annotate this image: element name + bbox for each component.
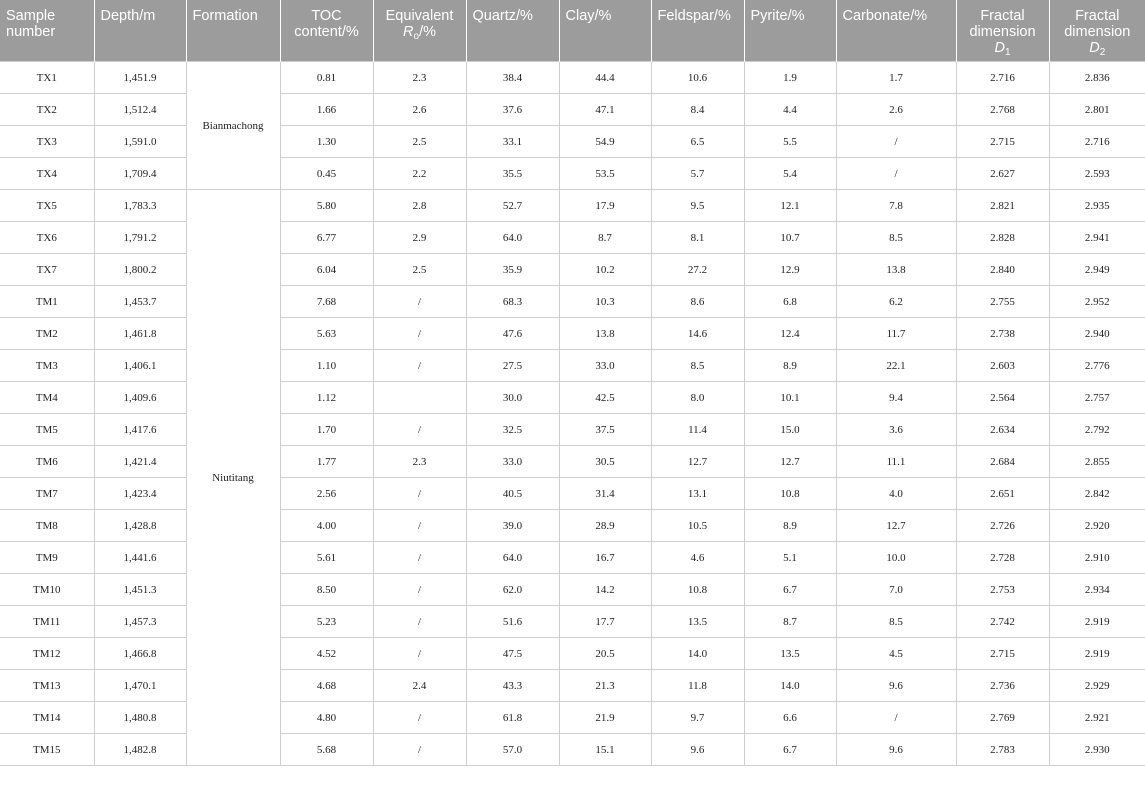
cell-toc-content: 8.50 (280, 574, 373, 606)
cell-pyrite: 8.9 (744, 510, 836, 542)
cell-fractal-d1: 2.783 (956, 734, 1049, 766)
cell-carbonate: 13.8 (836, 254, 956, 286)
table-row (0, 446, 1145, 478)
cell-carbonate: 4.0 (836, 478, 956, 510)
cell-clay: 54.9 (559, 126, 651, 158)
cell-fractal-d1: 2.828 (956, 222, 1049, 254)
cell-feldspar: 10.8 (651, 574, 744, 606)
table-row (0, 510, 1145, 542)
cell-pyrite: 5.4 (744, 158, 836, 190)
cell-sample-number: TX3 (0, 126, 94, 158)
cell-fractal-d2: 2.919 (1049, 638, 1145, 670)
cell-toc-content: 5.23 (280, 606, 373, 638)
cell-fractal-d1: 2.726 (956, 510, 1049, 542)
cell-quartz: 68.3 (466, 286, 559, 318)
cell-equivalent-ro: 2.3 (373, 446, 466, 478)
cell-fractal-d1: 2.627 (956, 158, 1049, 190)
cell-sample-number: TX1 (0, 62, 94, 94)
header-equivalent-ro: Equivalent $R_o/\%$ (373, 0, 466, 62)
cell-carbonate: 11.1 (836, 446, 956, 478)
cell-feldspar: 8.5 (651, 350, 744, 382)
table-row (0, 62, 1145, 94)
cell-carbonate: 8.5 (836, 222, 956, 254)
header-pyrite: Pyrite/% (744, 0, 836, 62)
cell-carbonate: 9.6 (836, 670, 956, 702)
cell-toc-content: 1.12 (280, 382, 373, 414)
cell-equivalent-ro: 2.5 (373, 126, 466, 158)
header-depth: Depth/m (94, 0, 186, 62)
table-row (0, 158, 1145, 190)
cell-pyrite: 6.8 (744, 286, 836, 318)
cell-feldspar: 13.5 (651, 606, 744, 638)
cell-toc-content: 4.80 (280, 702, 373, 734)
cell-carbonate: 10.0 (836, 542, 956, 574)
cell-depth: 1,409.6 (94, 382, 186, 414)
header-feldspar: Feldspar/% (651, 0, 744, 62)
cell-equivalent-ro: / (373, 574, 466, 606)
cell-quartz: 35.5 (466, 158, 559, 190)
cell-toc-content: 4.68 (280, 670, 373, 702)
cell-carbonate: 8.5 (836, 606, 956, 638)
cell-carbonate: 2.6 (836, 94, 956, 126)
cell-feldspar: 8.4 (651, 94, 744, 126)
cell-feldspar: 14.6 (651, 318, 744, 350)
table-row (0, 734, 1145, 766)
cell-quartz: 37.6 (466, 94, 559, 126)
cell-sample-number: TM8 (0, 510, 94, 542)
cell-fractal-d2: 2.842 (1049, 478, 1145, 510)
cell-depth: 1,421.4 (94, 446, 186, 478)
cell-fractal-d1: 2.736 (956, 670, 1049, 702)
cell-sample-number: TM3 (0, 350, 94, 382)
cell-equivalent-ro: 2.9 (373, 222, 466, 254)
cell-feldspar: 4.6 (651, 542, 744, 574)
cell-equivalent-ro: / (373, 478, 466, 510)
cell-toc-content: 5.80 (280, 190, 373, 222)
cell-fractal-d1: 2.769 (956, 702, 1049, 734)
cell-carbonate: / (836, 126, 956, 158)
cell-pyrite: 14.0 (744, 670, 836, 702)
cell-quartz: 43.3 (466, 670, 559, 702)
cell-pyrite: 6.6 (744, 702, 836, 734)
cell-pyrite: 5.5 (744, 126, 836, 158)
cell-pyrite: 4.4 (744, 94, 836, 126)
cell-sample-number: TM14 (0, 702, 94, 734)
cell-pyrite: 12.4 (744, 318, 836, 350)
cell-fractal-d2: 2.792 (1049, 414, 1145, 446)
cell-sample-number: TM15 (0, 734, 94, 766)
cell-depth: 1,709.4 (94, 158, 186, 190)
cell-depth: 1,512.4 (94, 94, 186, 126)
cell-feldspar: 9.6 (651, 734, 744, 766)
cell-feldspar: 9.7 (651, 702, 744, 734)
cell-carbonate: 1.7 (836, 62, 956, 94)
cell-fractal-d2: 2.593 (1049, 158, 1145, 190)
cell-feldspar: 8.6 (651, 286, 744, 318)
cell-depth: 1,457.3 (94, 606, 186, 638)
cell-sample-number: TM6 (0, 446, 94, 478)
cell-quartz: 33.0 (466, 446, 559, 478)
cell-sample-number: TX7 (0, 254, 94, 286)
cell-fractal-d2: 2.776 (1049, 350, 1145, 382)
cell-depth: 1,466.8 (94, 638, 186, 670)
cell-toc-content: 0.81 (280, 62, 373, 94)
table-row (0, 190, 1145, 222)
cell-sample-number: TM13 (0, 670, 94, 702)
cell-depth: 1,428.8 (94, 510, 186, 542)
cell-quartz: 39.0 (466, 510, 559, 542)
table-row (0, 382, 1145, 414)
cell-sample-number: TM9 (0, 542, 94, 574)
table-row (0, 254, 1145, 286)
cell-sample-number: TM11 (0, 606, 94, 638)
cell-clay: 13.8 (559, 318, 651, 350)
cell-sample-number: TX4 (0, 158, 94, 190)
cell-carbonate: 6.2 (836, 286, 956, 318)
cell-carbonate: 22.1 (836, 350, 956, 382)
cell-quartz: 33.1 (466, 126, 559, 158)
cell-clay: 53.5 (559, 158, 651, 190)
cell-fractal-d2: 2.801 (1049, 94, 1145, 126)
cell-pyrite: 10.7 (744, 222, 836, 254)
cell-feldspar: 9.5 (651, 190, 744, 222)
cell-fractal-d2: 2.910 (1049, 542, 1145, 574)
cell-equivalent-ro: 2.8 (373, 190, 466, 222)
cell-fractal-d1: 2.716 (956, 62, 1049, 94)
cell-depth: 1,451.3 (94, 574, 186, 606)
cell-formation: Niutitang (186, 190, 280, 766)
cell-toc-content: 1.70 (280, 414, 373, 446)
cell-clay: 16.7 (559, 542, 651, 574)
cell-quartz: 30.0 (466, 382, 559, 414)
cell-pyrite: 10.8 (744, 478, 836, 510)
cell-sample-number: TX5 (0, 190, 94, 222)
cell-depth: 1,783.3 (94, 190, 186, 222)
cell-quartz: 62.0 (466, 574, 559, 606)
cell-equivalent-ro (373, 382, 466, 414)
table-row (0, 350, 1145, 382)
cell-toc-content: 7.68 (280, 286, 373, 318)
cell-fractal-d1: 2.715 (956, 126, 1049, 158)
table-row (0, 94, 1145, 126)
cell-clay: 8.7 (559, 222, 651, 254)
cell-quartz: 57.0 (466, 734, 559, 766)
table-row (0, 606, 1145, 638)
cell-feldspar: 5.7 (651, 158, 744, 190)
cell-carbonate: 9.6 (836, 734, 956, 766)
cell-fractal-d2: 2.929 (1049, 670, 1145, 702)
cell-equivalent-ro: / (373, 510, 466, 542)
cell-equivalent-ro: 2.3 (373, 62, 466, 94)
cell-clay: 42.5 (559, 382, 651, 414)
cell-equivalent-ro: / (373, 638, 466, 670)
cell-fractal-d2: 2.940 (1049, 318, 1145, 350)
cell-toc-content: 1.10 (280, 350, 373, 382)
cell-clay: 14.2 (559, 574, 651, 606)
cell-clay: 37.5 (559, 414, 651, 446)
cell-equivalent-ro: / (373, 414, 466, 446)
cell-toc-content: 5.61 (280, 542, 373, 574)
cell-clay: 31.4 (559, 478, 651, 510)
cell-depth: 1,791.2 (94, 222, 186, 254)
cell-fractal-d1: 2.742 (956, 606, 1049, 638)
header-fractal-d2: Fractal dimension $D_2$ (1049, 0, 1145, 62)
cell-feldspar: 11.8 (651, 670, 744, 702)
cell-quartz: 40.5 (466, 478, 559, 510)
cell-clay: 33.0 (559, 350, 651, 382)
header-clay: Clay/% (559, 0, 651, 62)
cell-fractal-d1: 2.634 (956, 414, 1049, 446)
cell-toc-content: 4.00 (280, 510, 373, 542)
cell-fractal-d1: 2.768 (956, 94, 1049, 126)
cell-equivalent-ro: / (373, 702, 466, 734)
cell-sample-number: TM10 (0, 574, 94, 606)
cell-equivalent-ro: / (373, 350, 466, 382)
cell-fractal-d1: 2.715 (956, 638, 1049, 670)
header-toc-content: TOC content/% (280, 0, 373, 62)
cell-fractal-d1: 2.821 (956, 190, 1049, 222)
cell-fractal-d2: 2.757 (1049, 382, 1145, 414)
cell-fractal-d2: 2.934 (1049, 574, 1145, 606)
cell-depth: 1,406.1 (94, 350, 186, 382)
cell-toc-content: 2.56 (280, 478, 373, 510)
cell-sample-number: TM4 (0, 382, 94, 414)
cell-equivalent-ro: / (373, 318, 466, 350)
cell-equivalent-ro: / (373, 542, 466, 574)
cell-pyrite: 5.1 (744, 542, 836, 574)
cell-sample-number: TX6 (0, 222, 94, 254)
cell-pyrite: 12.7 (744, 446, 836, 478)
cell-sample-number: TM2 (0, 318, 94, 350)
cell-quartz: 38.4 (466, 62, 559, 94)
cell-carbonate: 7.8 (836, 190, 956, 222)
cell-clay: 44.4 (559, 62, 651, 94)
cell-fractal-d2: 2.930 (1049, 734, 1145, 766)
cell-depth: 1,470.1 (94, 670, 186, 702)
cell-feldspar: 13.1 (651, 478, 744, 510)
header-sample-number: Sample number (0, 0, 94, 62)
cell-feldspar: 11.4 (651, 414, 744, 446)
cell-pyrite: 8.9 (744, 350, 836, 382)
table-row (0, 702, 1145, 734)
cell-clay: 28.9 (559, 510, 651, 542)
cell-sample-number: TM5 (0, 414, 94, 446)
cell-quartz: 51.6 (466, 606, 559, 638)
cell-fractal-d2: 2.919 (1049, 606, 1145, 638)
cell-pyrite: 15.0 (744, 414, 836, 446)
cell-fractal-d1: 2.684 (956, 446, 1049, 478)
cell-quartz: 64.0 (466, 542, 559, 574)
cell-depth: 1,441.6 (94, 542, 186, 574)
cell-pyrite: 8.7 (744, 606, 836, 638)
cell-quartz: 61.8 (466, 702, 559, 734)
table-row (0, 126, 1145, 158)
cell-carbonate: / (836, 158, 956, 190)
cell-equivalent-ro: 2.5 (373, 254, 466, 286)
cell-pyrite: 6.7 (744, 734, 836, 766)
cell-carbonate: 7.0 (836, 574, 956, 606)
table-header (0, 0, 1145, 62)
cell-pyrite: 6.7 (744, 574, 836, 606)
cell-depth: 1,480.8 (94, 702, 186, 734)
cell-quartz: 27.5 (466, 350, 559, 382)
cell-depth: 1,482.8 (94, 734, 186, 766)
cell-carbonate: 12.7 (836, 510, 956, 542)
cell-clay: 21.3 (559, 670, 651, 702)
cell-equivalent-ro: 2.6 (373, 94, 466, 126)
cell-fractal-d2: 2.920 (1049, 510, 1145, 542)
cell-clay: 47.1 (559, 94, 651, 126)
table-row (0, 286, 1145, 318)
cell-sample-number: TM7 (0, 478, 94, 510)
cell-carbonate: / (836, 702, 956, 734)
cell-equivalent-ro: / (373, 734, 466, 766)
cell-fractal-d1: 2.755 (956, 286, 1049, 318)
cell-quartz: 32.5 (466, 414, 559, 446)
cell-fractal-d2: 2.935 (1049, 190, 1145, 222)
cell-depth: 1,453.7 (94, 286, 186, 318)
header-row (0, 0, 1145, 62)
table-row (0, 222, 1145, 254)
cell-fractal-d1: 2.564 (956, 382, 1049, 414)
cell-toc-content: 1.77 (280, 446, 373, 478)
cell-fractal-d2: 2.949 (1049, 254, 1145, 286)
cell-sample-number: TX2 (0, 94, 94, 126)
cell-equivalent-ro: 2.2 (373, 158, 466, 190)
cell-clay: 30.5 (559, 446, 651, 478)
cell-fractal-d1: 2.651 (956, 478, 1049, 510)
cell-carbonate: 11.7 (836, 318, 956, 350)
table-row (0, 414, 1145, 446)
cell-carbonate: 4.5 (836, 638, 956, 670)
cell-pyrite: 12.9 (744, 254, 836, 286)
cell-feldspar: 8.0 (651, 382, 744, 414)
cell-sample-number: TM12 (0, 638, 94, 670)
cell-clay: 15.1 (559, 734, 651, 766)
cell-carbonate: 3.6 (836, 414, 956, 446)
table-row (0, 638, 1145, 670)
cell-fractal-d1: 2.603 (956, 350, 1049, 382)
cell-feldspar: 14.0 (651, 638, 744, 670)
cell-sample-number: TM1 (0, 286, 94, 318)
cell-clay: 21.9 (559, 702, 651, 734)
cell-feldspar: 8.1 (651, 222, 744, 254)
table-row (0, 542, 1145, 574)
cell-quartz: 52.7 (466, 190, 559, 222)
cell-quartz: 47.6 (466, 318, 559, 350)
cell-quartz: 35.9 (466, 254, 559, 286)
cell-toc-content: 6.77 (280, 222, 373, 254)
header-fractal-d1: Fractal dimension $D_1$ (956, 0, 1049, 62)
cell-toc-content: 1.66 (280, 94, 373, 126)
cell-depth: 1,800.2 (94, 254, 186, 286)
cell-depth: 1,451.9 (94, 62, 186, 94)
table-row (0, 574, 1145, 606)
table-body (0, 62, 1145, 766)
cell-clay: 20.5 (559, 638, 651, 670)
header-formation: Formation (186, 0, 280, 62)
cell-depth: 1,417.6 (94, 414, 186, 446)
table-row (0, 478, 1145, 510)
cell-feldspar: 6.5 (651, 126, 744, 158)
cell-fractal-d2: 2.716 (1049, 126, 1145, 158)
cell-clay: 10.2 (559, 254, 651, 286)
cell-feldspar: 12.7 (651, 446, 744, 478)
cell-depth: 1,461.8 (94, 318, 186, 350)
cell-fractal-d2: 2.836 (1049, 62, 1145, 94)
cell-pyrite: 12.1 (744, 190, 836, 222)
cell-pyrite: 1.9 (744, 62, 836, 94)
cell-fractal-d1: 2.753 (956, 574, 1049, 606)
cell-fractal-d1: 2.738 (956, 318, 1049, 350)
cell-toc-content: 5.68 (280, 734, 373, 766)
cell-clay: 10.3 (559, 286, 651, 318)
cell-quartz: 47.5 (466, 638, 559, 670)
cell-quartz: 64.0 (466, 222, 559, 254)
cell-clay: 17.7 (559, 606, 651, 638)
cell-equivalent-ro: 2.4 (373, 670, 466, 702)
cell-fractal-d2: 2.952 (1049, 286, 1145, 318)
table-row (0, 670, 1145, 702)
table-row (0, 318, 1145, 350)
cell-carbonate: 9.4 (836, 382, 956, 414)
cell-toc-content: 6.04 (280, 254, 373, 286)
cell-pyrite: 10.1 (744, 382, 836, 414)
header-carbonate: Carbonate/% (836, 0, 956, 62)
cell-depth: 1,423.4 (94, 478, 186, 510)
cell-fractal-d1: 2.728 (956, 542, 1049, 574)
cell-toc-content: 5.63 (280, 318, 373, 350)
cell-feldspar: 27.2 (651, 254, 744, 286)
cell-feldspar: 10.6 (651, 62, 744, 94)
cell-fractal-d2: 2.941 (1049, 222, 1145, 254)
cell-pyrite: 13.5 (744, 638, 836, 670)
cell-formation: Bianmachong (186, 62, 280, 190)
cell-equivalent-ro: / (373, 286, 466, 318)
cell-fractal-d2: 2.921 (1049, 702, 1145, 734)
cell-toc-content: 0.45 (280, 158, 373, 190)
cell-clay: 17.9 (559, 190, 651, 222)
cell-toc-content: 4.52 (280, 638, 373, 670)
cell-fractal-d1: 2.840 (956, 254, 1049, 286)
cell-toc-content: 1.30 (280, 126, 373, 158)
cell-equivalent-ro: / (373, 606, 466, 638)
cell-feldspar: 10.5 (651, 510, 744, 542)
header-quartz: Quartz/% (466, 0, 559, 62)
cell-depth: 1,591.0 (94, 126, 186, 158)
cell-fractal-d2: 2.855 (1049, 446, 1145, 478)
